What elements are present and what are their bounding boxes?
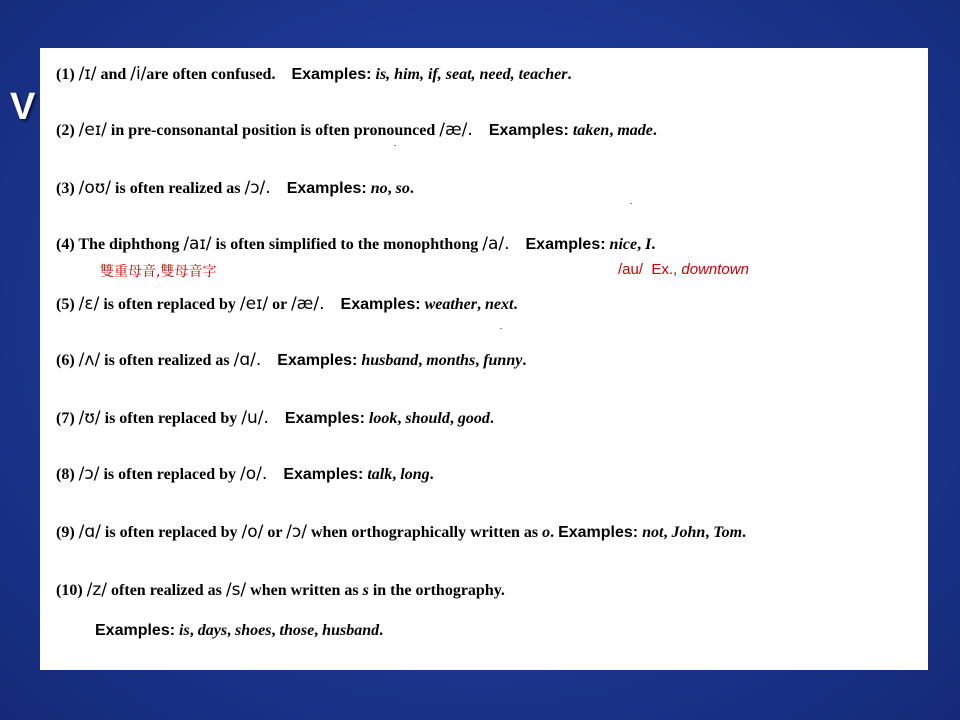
punctuation: ,: [227, 622, 236, 639]
example-words: days: [197, 622, 228, 639]
ipa-symbol: /ɔ/: [78, 464, 100, 484]
ipa-symbol: /z/: [86, 580, 108, 600]
example-words: shoes: [235, 622, 272, 639]
rule-number: (8): [56, 466, 75, 483]
examples-label: Examples:: [558, 524, 639, 541]
rule-text: in pre-consonantal position is often pronounced: [106, 122, 440, 139]
rule-number: (3): [56, 180, 75, 197]
rule-number: (4): [56, 236, 75, 253]
punctuation: .: [409, 180, 414, 197]
punctuation: ,: [418, 352, 427, 369]
punctuation: .: [567, 66, 572, 83]
ipa-symbol: /ʊ/: [78, 408, 101, 428]
ipa-symbol: /oʊ/: [78, 178, 112, 198]
punctuation: ,: [663, 524, 672, 541]
example-words: Tom: [713, 524, 743, 541]
content-panel: [40, 48, 928, 670]
example-words: talk: [367, 466, 393, 483]
rule-text: is often replaced by: [99, 296, 240, 313]
example-words: is, him, if, seat, need, teacher: [375, 66, 568, 83]
diphthong-note: [618, 261, 749, 278]
rule-text: and: [96, 66, 131, 83]
punctuation: ,: [609, 122, 618, 139]
punctuation: ,: [449, 410, 458, 427]
punctuation: .: [379, 622, 384, 639]
rule-1: [56, 64, 571, 84]
rule-number: (5): [56, 296, 75, 313]
scan-speck: [500, 328, 502, 329]
example-words: long: [400, 466, 430, 483]
punctuation: ,: [189, 622, 198, 639]
example-words: funny: [483, 352, 523, 369]
example-words: husband: [322, 622, 380, 639]
example-words: I: [645, 236, 652, 253]
rule-2: [56, 120, 657, 140]
punctuation: .: [651, 236, 656, 253]
rule-text: is often realized as: [111, 180, 245, 197]
punctuation: .: [489, 410, 494, 427]
rule-number: (2): [56, 122, 75, 139]
example-words: made: [617, 122, 653, 139]
rule-number: (9): [56, 524, 75, 541]
example-words: those: [279, 622, 315, 639]
ipa-symbol: /ʌ/: [78, 350, 101, 370]
ipa-symbol: /æ/.: [439, 120, 473, 140]
ipa-symbol: /au/: [618, 261, 644, 278]
example-words: months: [426, 352, 476, 369]
rule-text: The diphthong: [78, 236, 184, 253]
rule-10: [56, 580, 505, 600]
rule-number: (6): [56, 352, 75, 369]
ipa-symbol: /ɔ/.: [244, 178, 271, 198]
orthographic-letter: o: [542, 524, 551, 541]
scan-speck: [630, 203, 632, 204]
rule-7: [56, 408, 494, 428]
ipa-symbol: /ɛ/: [78, 294, 100, 314]
examples-label: Examples:: [284, 410, 365, 427]
punctuation: ,: [637, 236, 646, 253]
ipa-symbol: /eɪ/: [78, 120, 107, 140]
example-words: is: [179, 622, 190, 639]
punctuation: ,: [397, 410, 406, 427]
examples-label: Examples:: [95, 622, 176, 639]
example-word: downtown: [681, 261, 749, 278]
example-words: should: [405, 410, 450, 427]
rule-text: are often confused.: [146, 66, 276, 83]
rule-text: when orthographically written as: [306, 524, 543, 541]
ipa-symbol: /ɑ/: [78, 522, 101, 542]
example-words: no: [370, 180, 388, 197]
rule-8: [56, 464, 434, 484]
slide-title-fragment: V: [10, 86, 36, 128]
punctuation: ,: [475, 352, 484, 369]
rule-text: in the orthography.: [368, 582, 505, 599]
rule-number: (1): [56, 66, 75, 83]
rule-text: is often simplified to the monophthong: [211, 236, 483, 253]
ipa-symbol: /a/.: [482, 234, 510, 254]
rule-number: (10): [56, 582, 83, 599]
punctuation: ,: [705, 524, 714, 541]
ipa-symbol: /i/: [130, 64, 147, 84]
punctuation: ,: [392, 466, 401, 483]
rule-text: is often realized as: [100, 352, 234, 369]
example-words: nice: [609, 236, 638, 253]
ipa-symbol: /o/: [241, 522, 264, 542]
rule-text: or: [263, 524, 287, 541]
ipa-symbol: /aɪ/: [183, 234, 212, 254]
punctuation: ,: [271, 622, 280, 639]
punctuation: ,: [477, 296, 486, 313]
rule-text: is often replaced by: [99, 466, 241, 483]
ipa-symbol: /ɔ/: [286, 522, 307, 542]
ipa-symbol: /u/.: [241, 408, 269, 428]
orthographic-letter: s: [362, 582, 369, 599]
ipa-symbol: /æ/.: [290, 294, 325, 314]
rule-4: [56, 234, 655, 254]
rule-text: is often replaced by: [100, 410, 242, 427]
rule-10-examples: [95, 622, 383, 640]
rule-6: [56, 350, 526, 370]
punctuation: .: [429, 466, 434, 483]
ipa-symbol: /ɪ/: [78, 64, 97, 84]
rule-text: is often replaced by: [100, 524, 242, 541]
rule-text: or: [268, 296, 291, 313]
rule-number: (7): [56, 410, 75, 427]
rule-text: when written as: [246, 582, 363, 599]
example-words: John: [671, 524, 706, 541]
examples-label: Examples:: [525, 236, 606, 253]
example-words: husband: [361, 352, 419, 369]
chinese-annotation: 雙重母音,雙母音字: [100, 264, 217, 280]
example-words: look: [368, 410, 398, 427]
ipa-symbol: /eɪ/: [239, 294, 269, 314]
example-words: next: [485, 296, 514, 313]
example-words: good: [457, 410, 490, 427]
rule-3: [56, 178, 414, 198]
punctuation: ,: [387, 180, 396, 197]
examples-label: Examples:: [277, 352, 358, 369]
ipa-symbol: /o/.: [240, 464, 268, 484]
example-words: taken: [572, 122, 610, 139]
punctuation: .: [742, 524, 747, 541]
examples-label: Examples:: [488, 122, 569, 139]
ipa-symbol: /s/: [225, 580, 247, 600]
punctuation: ,: [314, 622, 323, 639]
punctuation: .: [652, 122, 657, 139]
example-words: weather: [424, 296, 478, 313]
examples-label: Examples:: [291, 66, 372, 83]
punctuation: .: [522, 352, 527, 369]
rule-9: [56, 522, 746, 542]
punctuation: .: [550, 524, 559, 541]
example-prefix: Ex.,: [651, 261, 678, 278]
rule-5: [56, 294, 517, 314]
scan-speck: [394, 145, 396, 146]
examples-label: Examples:: [286, 180, 367, 197]
rule-text: often realized as: [107, 582, 226, 599]
ipa-symbol: /ɑ/.: [233, 350, 262, 370]
punctuation: .: [513, 296, 518, 313]
example-words: so: [395, 180, 410, 197]
examples-label: Examples:: [283, 466, 364, 483]
examples-label: Examples:: [340, 296, 421, 313]
example-words: not: [642, 524, 664, 541]
